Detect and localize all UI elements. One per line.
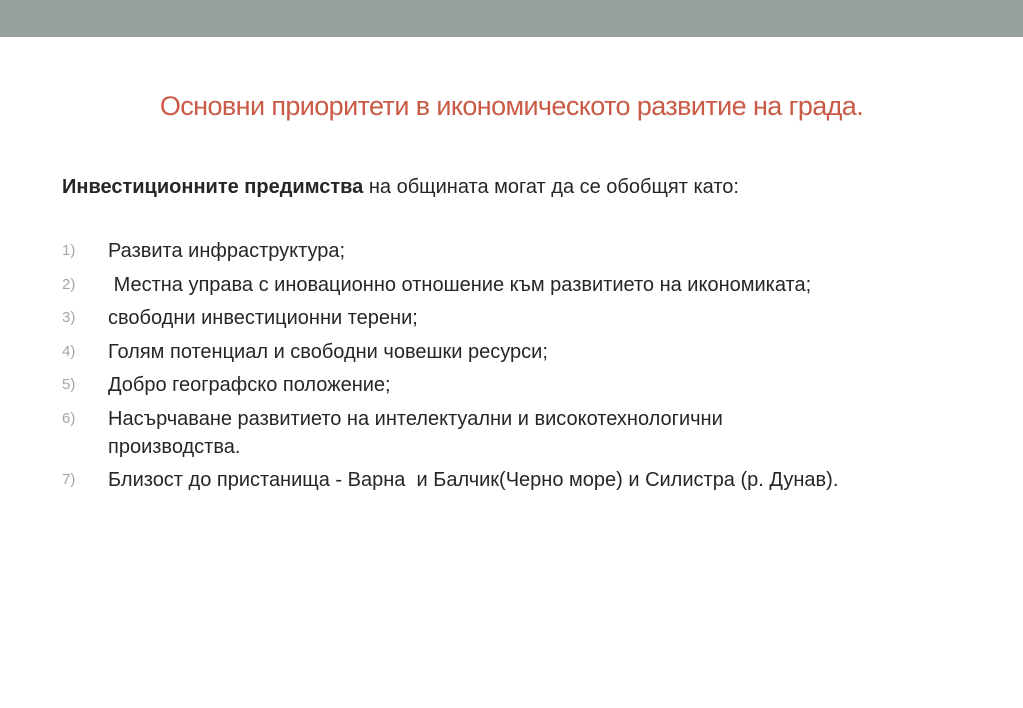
list-item (62, 304, 962, 332)
list-item-text: Близост до пристанища - Варна и Балчик(Черно море) и Силистра (р. Дунав). (108, 469, 839, 491)
intro-rest: на общината могат да се обобщят като: (363, 176, 739, 198)
list-item (62, 371, 962, 399)
list-item-number: 5) (62, 376, 76, 393)
list-item-text: Местна управа с иновационно отношение към развитието на икономиката; (108, 273, 812, 296)
intro-paragraph (62, 173, 739, 201)
intro-bold: Инвестиционните предимства (62, 176, 364, 198)
list-item-text: Развита инфраструктура; (108, 240, 346, 262)
list-item-number: 2) (62, 275, 76, 293)
list-item-number: 3) (62, 309, 76, 326)
top-bar (0, 0, 1023, 37)
list-item (62, 405, 962, 461)
list-item-number: 1) (62, 242, 76, 259)
list-item-number: 6) (62, 409, 76, 427)
list-item (62, 338, 962, 366)
list-item (62, 271, 962, 299)
list-item (62, 466, 962, 494)
list-item-text: Голям потенциал и свободни човешки ресурси; (108, 340, 548, 363)
list-item-text: свободни инвестиционни терени; (108, 307, 418, 329)
list-item-number: 4) (62, 342, 76, 360)
list-item-text: Добро географско положение; (108, 374, 391, 396)
list-item (62, 237, 962, 265)
slide-title: Основни приоритети в икономическото развитие на града. (159, 91, 864, 121)
list-item-text: Насърчаване развитието на интелектуални и високотехнологични производства. (108, 407, 723, 458)
list-item-number: 7) (62, 471, 76, 488)
priorities-list (62, 237, 962, 500)
